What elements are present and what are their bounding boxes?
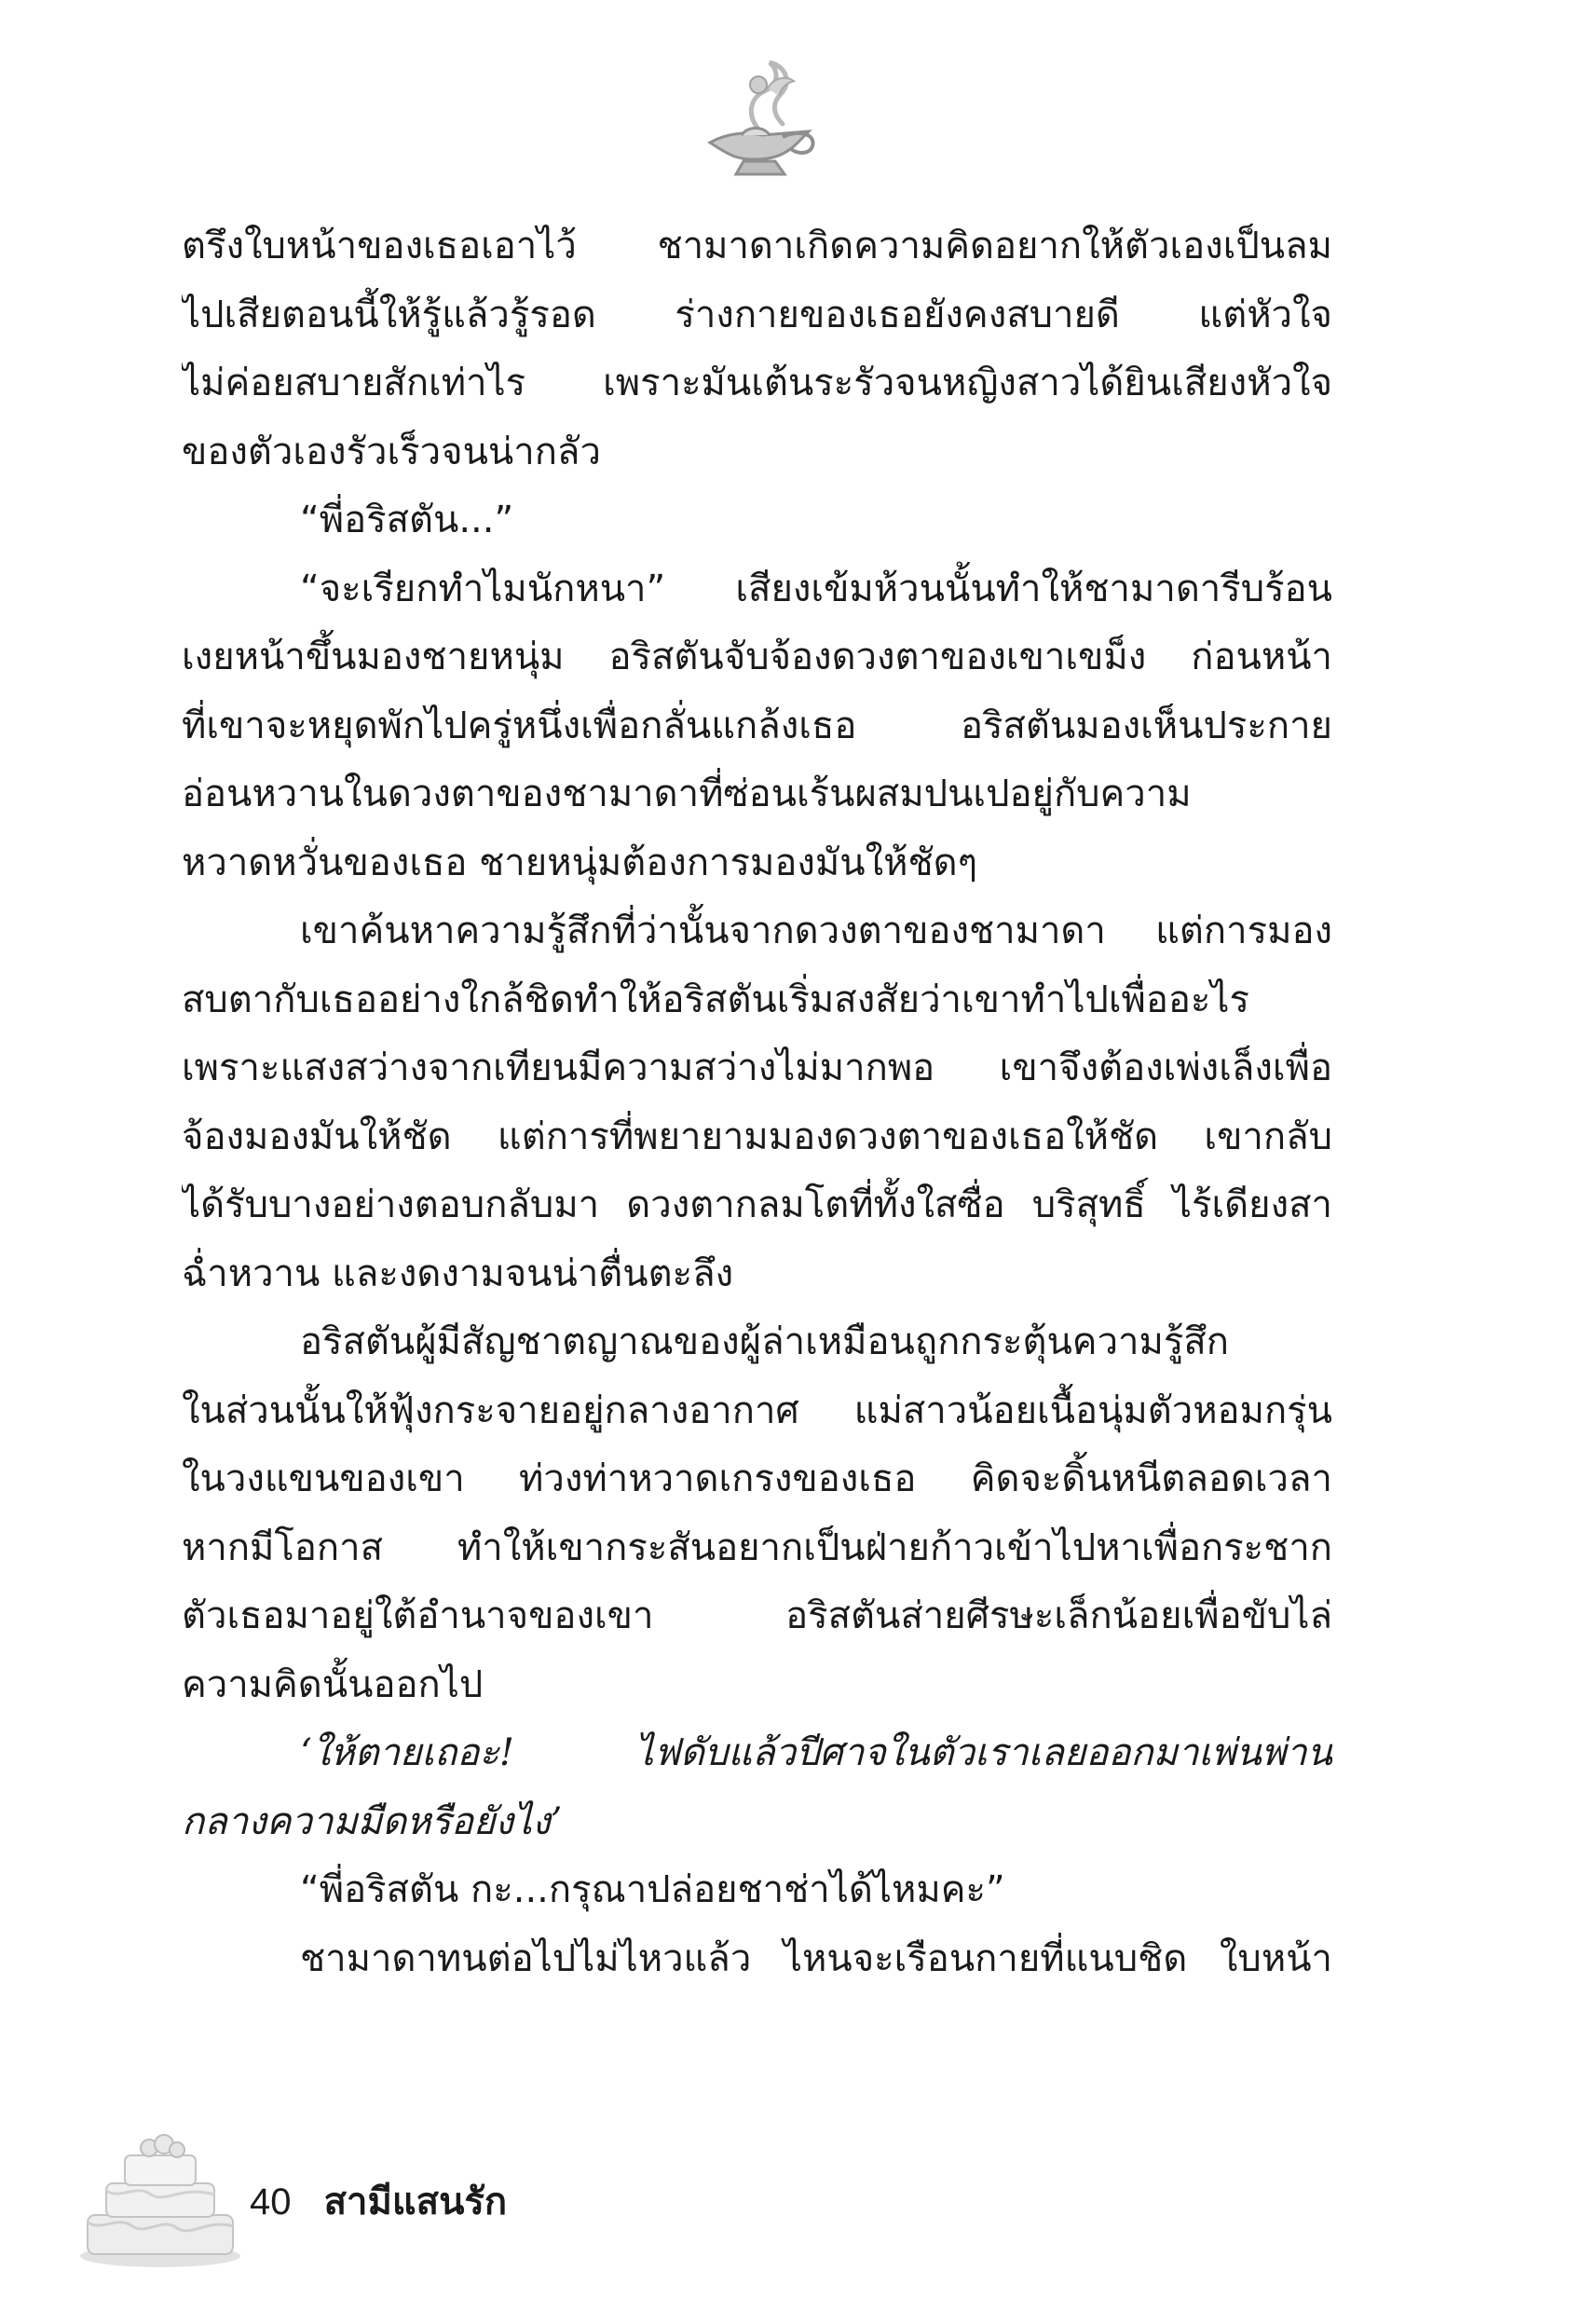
text-line: ที่เขาจะหยุดพักไปครู่หนึ่งเพื่อกลั่นแกล้งเธอ อริสตันมองเห็นประกาย (182, 704, 1332, 747)
body-text (182, 212, 1332, 2113)
text-line: “พี่อริสตัน...” (300, 499, 514, 541)
text-line: ชามาดาทนต่อไปไม่ไหวแล้ว ไหนจะเรือนกายที่แนบชิด ใบหน้า (300, 1936, 1332, 1980)
text-line: จ้องมองมันให้ชัด แต่การที่พยายามมองดวงตาของเธอให้ชัด เขากลับ (182, 1114, 1332, 1158)
text-line: ไปเสียตอนนี้ให้รู้แล้วรู้รอด ร่างกายของเธอยังคงสบายดี แต่หัวใจ (182, 293, 1332, 336)
wedding-cake-icon (75, 2129, 247, 2269)
page-number: 40 (250, 2181, 292, 2222)
text-line: เขาค้นหาความรู้สึกที่ว่านั้นจากดวงตาของชามาดา แต่การมอง (300, 909, 1332, 952)
text-line: ของตัวเองรัวเร็วจนน่ากลัว (182, 430, 601, 473)
text-line: ความคิดนั้นออกไป (182, 1662, 484, 1706)
text-line: สบตากับเธออย่างใกล้ชิดทำให้อริสตันเริ่มสงสัยว่าเขาทำไปเพื่ออะไร (182, 978, 1249, 1021)
text-line: เงยหน้าขึ้นมองชายหนุ่ม อริสตันจับจ้องดวงตาของเขาเขม็ง ก่อนหน้า (182, 636, 1332, 678)
text-line: หวาดหวั่นของเธอ ชายหนุ่มต้องการมองมันให้ชัดๆ (182, 841, 978, 884)
text-line: ในวงแขนของเขา ท่วงท่าหวาดเกรงของเธอ คิดจะดิ้นหนีตลอดเวลา (182, 1457, 1332, 1500)
text-line: ฉ่ำหวาน และงดงามจนน่าตื่นตะลึง (182, 1251, 734, 1295)
text-line: หากมีโอกาส ทำให้เขากระสันอยากเป็นฝ่ายก้าวเข้าไปหาเพื่อกระชาก (182, 1525, 1332, 1569)
text-line-italic: กลางความมืดหรือยังไง’ (182, 1799, 563, 1843)
text-line: “พี่อริสตัน กะ...กรุณาปล่อยชาช่าได้ไหมคะ” (300, 1868, 1005, 1911)
text-line: ในส่วนนั้นให้ฟุ้งกระจายอยู่กลางอากาศ แม่สาวน้อยเนื้อนุ่มตัวหอมกรุ่น (182, 1388, 1332, 1432)
text-line: อริสตันผู้มีสัญชาตญาณของผู้ล่าเหมือนถูกกระตุ้นความรู้สึก (300, 1320, 1229, 1363)
text-line-italic: ‘ให้ตายเถอะ! ไฟดับแล้วปีศาจในตัวเราเลยออกมาเพ่นพ่าน (300, 1731, 1332, 1774)
text-line: ตัวเธอมาอยู่ใต้อำนาจของเขา อริสตันส่ายศีรษะเล็กน้อยเพื่อขับไล่ (182, 1594, 1332, 1637)
text-line: ไม่ค่อยสบายสักเท่าไร เพราะมันเต้นระรัวจนหญิงสาวได้ยินเสียงหัวใจ (182, 362, 1332, 404)
text-line: ตรึงใบหน้าของเธอเอาไว้ ชามาดาเกิดความคิดอยากให้ตัวเองเป็นลม (182, 225, 1332, 267)
page-footer (250, 2171, 507, 2231)
text-line: ได้รับบางอย่างตอบกลับมา ดวงตากลมโตที่ทั้งใสซื่อ บริสุทธิ์ ไร้เดียงสา (182, 1183, 1332, 1226)
text-line: อ่อนหวานในดวงตาของชามาดาที่ซ่อนเร้นผสมปนเปอยู่กับความ (182, 773, 1192, 815)
genie-lamp-icon (689, 51, 829, 182)
book-title: สามีแสนรัก (323, 2181, 508, 2222)
text-line: “จะเรียกทำไมนักหนา” เสียงเข้มห้วนนั้นทำให้ชามาดารีบร้อน (300, 567, 1332, 610)
text-line: เพราะแสงสว่างจากเทียนมีความสว่างไม่มากพอ เขาจึงต้องเพ่งเล็งเพื่อ (182, 1046, 1332, 1089)
